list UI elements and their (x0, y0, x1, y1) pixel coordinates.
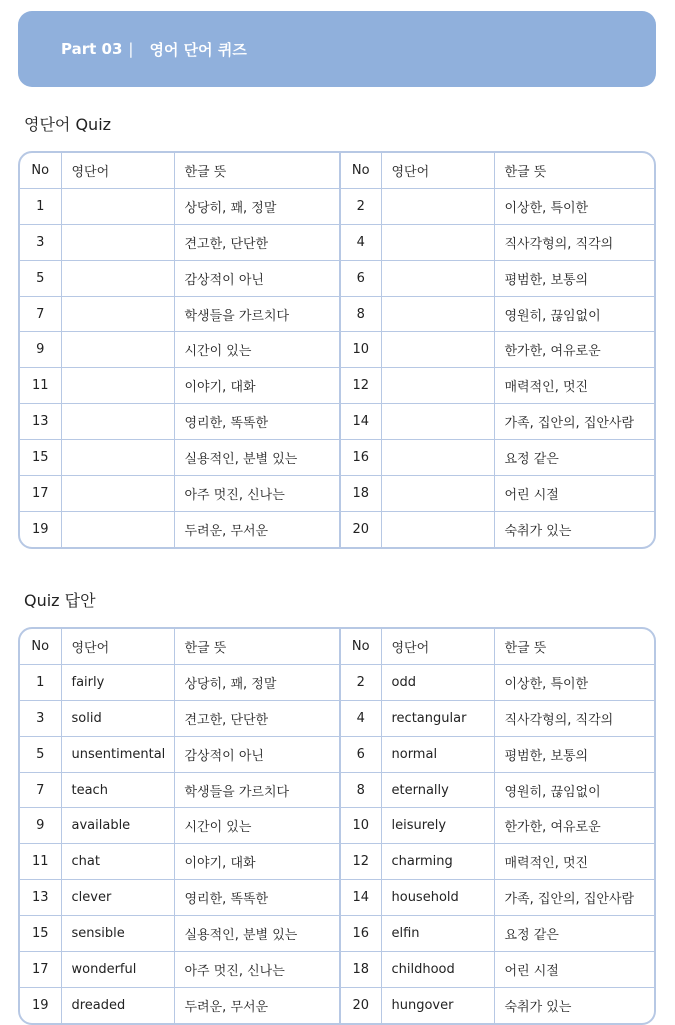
row-number: 7 (20, 772, 61, 808)
header-no: No (20, 153, 61, 188)
row-number: 11 (20, 368, 61, 404)
korean-meaning: 가족, 집안의, 집안사람 (494, 880, 654, 916)
korean-meaning: 두려운, 무서운 (174, 987, 340, 1022)
row-number: 14 (340, 404, 381, 440)
korean-meaning: 요정 같은 (494, 916, 654, 952)
korean-meaning: 상당히, 꽤, 정말 (174, 664, 340, 700)
korean-meaning: 아주 멋진, 신나는 (174, 476, 340, 512)
table-row (20, 808, 654, 844)
english-word: clever (61, 880, 174, 916)
english-word: teach (61, 772, 174, 808)
row-number: 16 (340, 916, 381, 952)
row-number: 15 (20, 440, 61, 476)
english-word (381, 440, 494, 476)
english-word (381, 511, 494, 546)
english-word (61, 368, 174, 404)
english-word: odd (381, 664, 494, 700)
row-number: 18 (340, 952, 381, 988)
english-word (381, 476, 494, 512)
korean-meaning: 직사각형의, 직각의 (494, 700, 654, 736)
row-number: 10 (340, 332, 381, 368)
row-number: 20 (340, 987, 381, 1022)
english-word: charming (381, 844, 494, 880)
english-word (61, 511, 174, 546)
row-number: 17 (20, 952, 61, 988)
table-row (20, 188, 654, 224)
page-title: 영어 단어 퀴즈 (149, 40, 247, 59)
row-number: 5 (20, 260, 61, 296)
table-header-row (20, 629, 654, 664)
korean-meaning: 가족, 집안의, 집안사람 (494, 404, 654, 440)
quiz-table (18, 151, 656, 549)
table-row (20, 296, 654, 332)
korean-meaning: 매력적인, 멋진 (494, 368, 654, 404)
row-number: 3 (20, 224, 61, 260)
part-label: Part 03 (61, 40, 123, 58)
korean-meaning: 시간이 있는 (174, 808, 340, 844)
korean-meaning: 감상적이 아닌 (174, 260, 340, 296)
korean-meaning: 감상적이 아닌 (174, 736, 340, 772)
row-number: 2 (340, 664, 381, 700)
english-word (61, 224, 174, 260)
korean-meaning: 숙취가 있는 (504, 523, 572, 539)
row-number: 17 (20, 476, 61, 512)
row-number: 7 (20, 296, 61, 332)
row-number: 15 (20, 916, 61, 952)
korean-meaning: 영리한, 똑똑한 (174, 404, 340, 440)
korean-meaning: 매력적인, 멋진 (494, 844, 654, 880)
korean-meaning: 아주 멋진, 신나는 (174, 952, 340, 988)
korean-meaning: 숙취가 있는 (504, 999, 572, 1015)
english-word: rectangular (381, 700, 494, 736)
row-number: 14 (340, 880, 381, 916)
english-word (61, 476, 174, 512)
korean-meaning: 직사각형의, 직각의 (494, 224, 654, 260)
english-word (381, 224, 494, 260)
row-number: 4 (340, 700, 381, 736)
row-number: 5 (20, 736, 61, 772)
row-number: 4 (340, 224, 381, 260)
english-word: sensible (61, 916, 174, 952)
korean-meaning: 견고한, 단단한 (174, 700, 340, 736)
quiz-section-title: 영단어 Quiz (24, 115, 112, 134)
answer-table (18, 627, 656, 1025)
english-word: chat (61, 844, 174, 880)
english-word: fairly (61, 664, 174, 700)
english-word: normal (381, 736, 494, 772)
korean-meaning: 이상한, 특이한 (494, 188, 654, 224)
korean-meaning: 영리한, 똑똑한 (174, 880, 340, 916)
english-word: available (61, 808, 174, 844)
korean-meaning: 이야기, 대화 (174, 844, 340, 880)
english-word (381, 332, 494, 368)
row-number: 12 (340, 844, 381, 880)
korean-meaning: 실용적인, 분별 있는 (174, 440, 340, 476)
english-word (381, 188, 494, 224)
english-word: hungover (381, 987, 494, 1022)
table-row (20, 952, 654, 988)
row-number: 6 (340, 260, 381, 296)
row-number: 18 (340, 476, 381, 512)
korean-meaning: 학생들을 가르치다 (174, 772, 340, 808)
korean-meaning: 요정 같은 (494, 440, 654, 476)
answers-section-title: Quiz 답안 (24, 591, 96, 610)
header-meaning: 한글 뜻 (494, 629, 654, 664)
english-word: solid (61, 700, 174, 736)
table-row (20, 440, 654, 476)
row-number: 3 (20, 700, 61, 736)
table-row (20, 700, 654, 736)
row-number: 2 (340, 188, 381, 224)
row-number: 13 (20, 404, 61, 440)
table-row (20, 368, 654, 404)
table-row (20, 224, 654, 260)
table-row (20, 404, 654, 440)
english-word: leisurely (381, 808, 494, 844)
korean-meaning: 학생들을 가르치다 (174, 296, 340, 332)
korean-meaning: 실용적인, 분별 있는 (174, 916, 340, 952)
korean-meaning: 영원히, 끊임없이 (494, 772, 654, 808)
korean-meaning: 평범한, 보통의 (494, 260, 654, 296)
table-row (20, 844, 654, 880)
row-number: 13 (20, 880, 61, 916)
table-row (20, 736, 654, 772)
table-row (20, 772, 654, 808)
header-no: No (340, 153, 381, 188)
english-word: wonderful (61, 952, 174, 988)
english-word: household (381, 880, 494, 916)
english-word: dreaded (61, 987, 174, 1022)
english-word (61, 404, 174, 440)
korean-meaning: 영원히, 끊임없이 (494, 296, 654, 332)
header-no: No (20, 629, 61, 664)
header-separator: | (128, 40, 134, 58)
english-word (381, 404, 494, 440)
english-word: elfin (381, 916, 494, 952)
korean-meaning: 견고한, 단단한 (174, 224, 340, 260)
row-number: 8 (340, 772, 381, 808)
english-word (61, 188, 174, 224)
row-number: 1 (20, 664, 61, 700)
korean-meaning: 시간이 있는 (174, 332, 340, 368)
table-row (20, 916, 654, 952)
row-number: 11 (20, 844, 61, 880)
header-word: 영단어 (61, 153, 174, 188)
row-number: 20 (340, 511, 381, 546)
table-row (20, 664, 654, 700)
header-no: No (340, 629, 381, 664)
korean-meaning: 한가한, 여유로운 (494, 808, 654, 844)
english-word: eternally (381, 772, 494, 808)
korean-meaning: 두려운, 무서운 (174, 511, 340, 546)
header-word: 영단어 (61, 629, 174, 664)
header-word: 영단어 (381, 153, 494, 188)
row-number: 19 (20, 511, 61, 546)
korean-meaning: 이상한, 특이한 (494, 664, 654, 700)
english-word (61, 260, 174, 296)
english-word: unsentimental (61, 736, 174, 772)
korean-meaning: 어린 시절 (494, 952, 654, 988)
header-meaning: 한글 뜻 (174, 153, 340, 188)
row-number: 9 (20, 808, 61, 844)
korean-meaning: 한가한, 여유로운 (494, 332, 654, 368)
english-word (61, 332, 174, 368)
header-meaning: 한글 뜻 (174, 629, 340, 664)
korean-meaning: 어린 시절 (494, 476, 654, 512)
korean-meaning: 상당히, 꽤, 정말 (174, 188, 340, 224)
table-row (20, 476, 654, 512)
row-number: 6 (340, 736, 381, 772)
row-number: 10 (340, 808, 381, 844)
table-row (20, 260, 654, 296)
row-number: 16 (340, 440, 381, 476)
korean-meaning: 이야기, 대화 (174, 368, 340, 404)
header-meaning: 한글 뜻 (494, 153, 654, 188)
table-row (20, 880, 654, 916)
row-number: 19 (20, 987, 61, 1022)
row-number: 8 (340, 296, 381, 332)
english-word (381, 260, 494, 296)
table-row (20, 332, 654, 368)
header-word: 영단어 (381, 629, 494, 664)
header-banner (18, 11, 656, 87)
english-word: childhood (381, 952, 494, 988)
row-number: 1 (20, 188, 61, 224)
table-row (20, 511, 654, 546)
english-word (381, 296, 494, 332)
english-word (381, 368, 494, 404)
korean-meaning: 평범한, 보통의 (494, 736, 654, 772)
table-row (20, 987, 654, 1022)
english-word (61, 440, 174, 476)
english-word (61, 296, 174, 332)
table-header-row (20, 153, 654, 188)
row-number: 12 (340, 368, 381, 404)
row-number: 9 (20, 332, 61, 368)
